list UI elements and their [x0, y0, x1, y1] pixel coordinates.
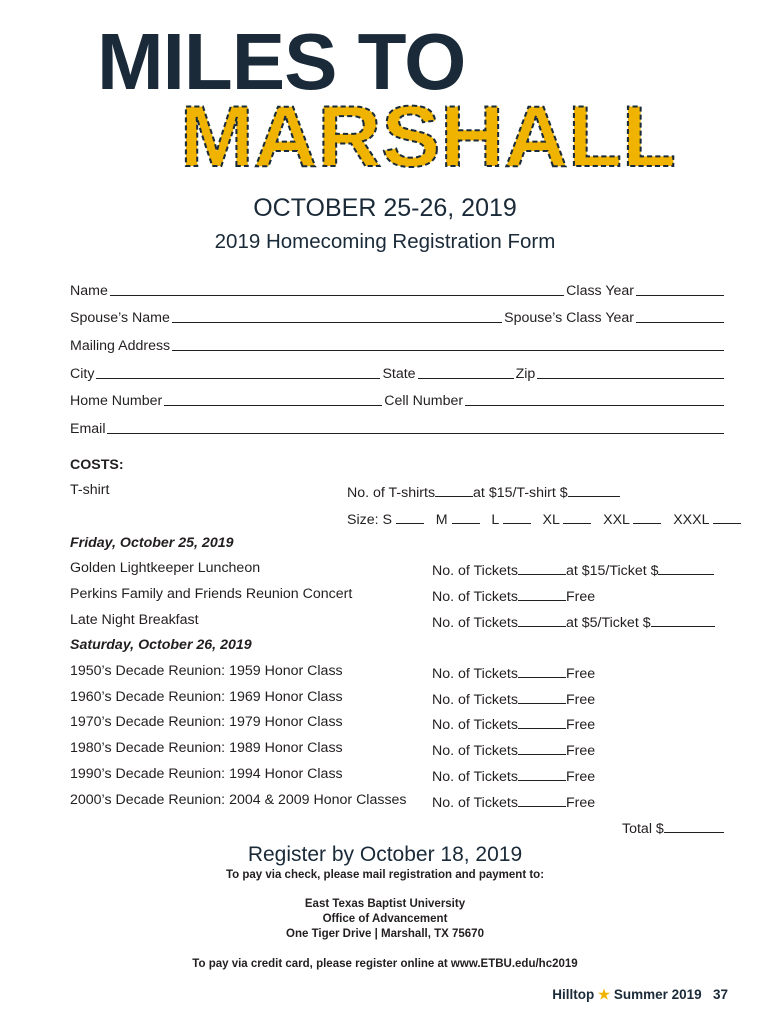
event-order [432, 766, 595, 785]
zip-label: Zip [515, 366, 536, 382]
spouse-name-label: Spouse’s Name [70, 310, 170, 326]
tickets-field[interactable] [518, 612, 566, 627]
issue-name: Summer 2019 [613, 987, 702, 1002]
price-label: at $5/Ticket $ [565, 615, 651, 631]
event-order [432, 792, 595, 811]
address-line-1: East Texas Baptist University [304, 898, 466, 910]
title-marshall [176, 100, 681, 174]
event-name: Perkins Family and Friends Reunion Concert [70, 586, 353, 602]
class-year-label: Class Year [566, 283, 634, 299]
event-order [432, 612, 715, 631]
spouse-row [70, 306, 726, 326]
name-field[interactable] [110, 295, 564, 296]
email-field[interactable] [107, 433, 724, 434]
tickets-label: No. of Tickets [432, 743, 518, 759]
size-xl-field[interactable] [563, 509, 591, 524]
tickets-field[interactable] [518, 740, 566, 755]
marshall-wordmark [176, 100, 681, 174]
size-xxl-label: XXL [603, 512, 630, 528]
price-label: at $15/Ticket $ [565, 563, 659, 579]
mailing-address-label: Mailing Address [70, 338, 171, 354]
tshirt-count-field[interactable] [435, 482, 473, 497]
page-number: 37 [712, 987, 728, 1002]
spouse-class-year-label: Spouse’s Class Year [504, 310, 634, 326]
amount-field[interactable] [658, 560, 714, 575]
tickets-label: No. of Tickets [432, 692, 518, 708]
price-label: Free [565, 589, 596, 605]
tickets-field[interactable] [518, 663, 566, 678]
event-order [432, 586, 595, 605]
spouse-name-field[interactable] [172, 322, 502, 323]
price-label: Free [565, 692, 596, 708]
event-order [432, 714, 595, 733]
title-miles-to: MILES TO [97, 17, 466, 106]
mailing-address-row [70, 334, 726, 354]
name-row [70, 279, 726, 299]
size-s-label: Size: S [347, 512, 392, 528]
phone-row [70, 389, 726, 409]
price-label: Free [565, 717, 596, 733]
state-label: State [382, 366, 416, 382]
amount-field[interactable] [651, 612, 715, 627]
total-row [622, 818, 724, 837]
page-footer [552, 987, 728, 1003]
event-order [432, 663, 595, 682]
svg-text:MARSHALL: MARSHALL [180, 100, 676, 174]
tickets-field[interactable] [518, 714, 566, 729]
costs-heading: COSTS: [70, 457, 124, 473]
price-label: Free [565, 666, 596, 682]
price-label: Free [565, 795, 596, 811]
city-state-zip-row [70, 362, 726, 382]
price-label: Free [565, 743, 596, 759]
tshirt-price-label: at $15/T-shirt $ [473, 485, 568, 501]
check-note: To pay via check, please mail registration and payment to: [225, 869, 545, 881]
event-name: 1990’s Decade Reunion: 1994 Honor Class [70, 766, 343, 782]
tshirt-label: T-shirt [70, 482, 110, 498]
state-field[interactable] [418, 378, 514, 379]
home-number-label: Home Number [70, 393, 163, 409]
event-name: Golden Lightkeeper Luncheon [70, 560, 261, 576]
event-name: 2000’s Decade Reunion: 2004 & 2009 Honor Classes [70, 792, 407, 808]
form-subtitle: 2019 Homecoming Registration Form [214, 230, 556, 253]
event-order [432, 560, 714, 579]
tickets-label: No. of Tickets [432, 666, 518, 682]
tickets-field[interactable] [518, 586, 566, 601]
event-name: 1960’s Decade Reunion: 1969 Honor Class [70, 689, 343, 705]
address-line-2: Office of Advancement [322, 913, 448, 925]
event-name: 1980’s Decade Reunion: 1989 Honor Class [70, 740, 343, 756]
tickets-field[interactable] [518, 766, 566, 781]
tickets-label: No. of Tickets [432, 717, 518, 733]
event-name: 1970’s Decade Reunion: 1979 Honor Class [70, 714, 343, 730]
email-row [70, 417, 726, 437]
address-line-3: One Tiger Drive | Marshall, TX 75670 [286, 928, 484, 940]
event-name: 1950’s Decade Reunion: 1959 Honor Class [70, 663, 343, 679]
event-name: Late Night Breakfast [70, 612, 199, 628]
mailing-address-field[interactable] [172, 350, 724, 351]
tshirt-count-label: No. of T-shirts [347, 485, 436, 501]
home-number-field[interactable] [164, 405, 382, 406]
tickets-field[interactable] [518, 689, 566, 704]
zip-field[interactable] [537, 378, 724, 379]
spouse-class-year-field[interactable] [636, 322, 724, 323]
event-order [432, 689, 595, 708]
star-icon: ★ [598, 987, 611, 1002]
class-year-field[interactable] [636, 295, 724, 296]
city-field[interactable] [96, 378, 380, 379]
credit-card-note: To pay via credit card, please register online at www.ETBU.edu/hc2019 [192, 958, 578, 970]
size-xxxl-label: XXXL [673, 512, 709, 528]
city-label: City [70, 366, 95, 382]
register-heading: Register by October 18, 2019 [247, 843, 523, 866]
email-label: Email [70, 421, 106, 437]
tickets-label: No. of Tickets [432, 615, 518, 631]
tickets-label: No. of Tickets [432, 589, 518, 605]
cell-number-label: Cell Number [384, 393, 464, 409]
size-l-label: L [491, 512, 499, 528]
tshirt-sizes [347, 509, 741, 528]
publication-name: Hilltop [552, 987, 595, 1002]
tickets-field[interactable] [518, 792, 566, 807]
tickets-label: No. of Tickets [432, 769, 518, 785]
size-s-field[interactable] [396, 509, 424, 524]
size-m-label: M [435, 512, 448, 528]
total-label: Total $ [622, 821, 664, 837]
total-field[interactable] [664, 818, 724, 833]
size-xxl-field[interactable] [633, 509, 661, 524]
tickets-label: No. of Tickets [432, 795, 518, 811]
event-order [432, 740, 595, 759]
tshirt-amount-field[interactable] [568, 482, 620, 497]
price-label: Free [565, 769, 596, 785]
tickets-label: No. of Tickets [432, 563, 518, 579]
size-l-field[interactable] [503, 509, 531, 524]
size-xl-label: XL [542, 512, 560, 528]
size-m-field[interactable] [452, 509, 480, 524]
friday-heading: Friday, October 25, 2019 [70, 535, 234, 551]
tshirt-order [347, 482, 620, 501]
saturday-heading: Saturday, October 26, 2019 [70, 637, 252, 653]
event-date: OCTOBER 25-26, 2019 [253, 194, 517, 222]
name-label: Name [70, 283, 108, 299]
size-xxxl-field[interactable] [713, 509, 741, 524]
tickets-field[interactable] [518, 560, 566, 575]
cell-number-field[interactable] [465, 405, 724, 406]
